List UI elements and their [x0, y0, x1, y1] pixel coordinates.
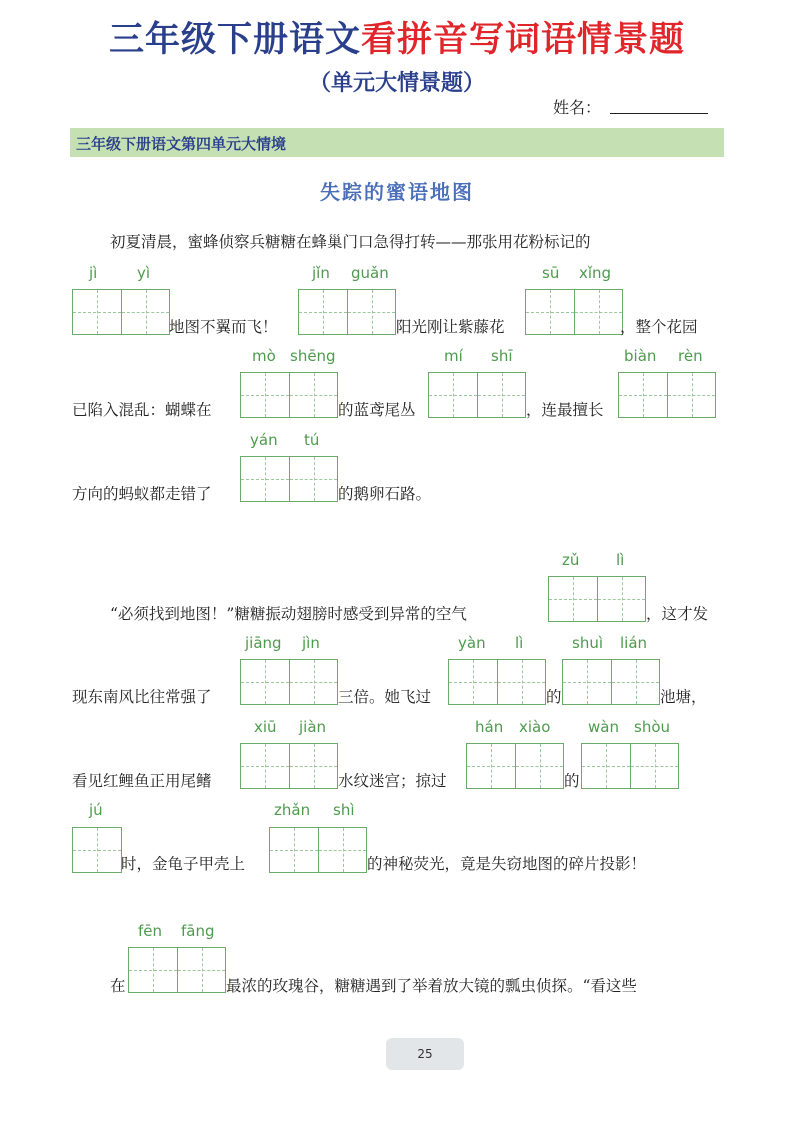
paragraph-text: 已陷入混乱：蝴蝶在	[72, 401, 212, 419]
paragraph-text: ，这才发	[646, 605, 709, 623]
answer-grid[interactable]	[128, 947, 226, 993]
pinyin-label: hán	[475, 718, 504, 736]
answer-grid[interactable]	[618, 372, 716, 418]
pinyin-label: xiū	[254, 718, 277, 736]
page-number: 25	[386, 1038, 464, 1070]
pinyin-label: rèn	[678, 347, 703, 365]
paragraph-text: 的神秘荧光，竟是失窃地图的碎片投影！	[367, 855, 647, 873]
paragraph-text: 的鹅卵石路。	[338, 485, 432, 503]
story-title: 失踪的蜜语地图	[320, 180, 474, 204]
pinyin-label: sū	[542, 264, 560, 282]
paragraph-text: ，整个花园	[620, 318, 698, 336]
answer-grid[interactable]	[562, 659, 660, 705]
paragraph-text: 看见红鲤鱼正用尾鳍	[72, 772, 212, 790]
pinyin-label: shī	[491, 347, 513, 365]
pinyin-label: fāng	[181, 922, 215, 940]
paragraph-text: ，连最擅长	[526, 401, 604, 419]
paragraph-text: 方向的蚂蚁都走错了	[72, 485, 212, 503]
section-banner	[70, 128, 724, 157]
answer-grid[interactable]	[548, 576, 646, 622]
answer-grid[interactable]	[525, 289, 623, 335]
answer-grid[interactable]	[428, 372, 526, 418]
paragraph-text: 初夏清晨，蜜蜂侦察兵糖糖在蜂巢门口急得打转——那张用花粉标记的	[110, 233, 591, 251]
paragraph-text: 的	[564, 772, 580, 790]
title-part-red: 看拼音写词语情景题	[361, 20, 686, 60]
pinyin-label: yàn	[458, 634, 486, 652]
pinyin-label: lián	[620, 634, 648, 652]
paragraph-text: 三倍。她飞过	[338, 688, 432, 706]
answer-grid[interactable]	[466, 743, 564, 789]
answer-grid[interactable]	[72, 289, 170, 335]
pinyin-label: yì	[137, 264, 151, 282]
pinyin-label: xiào	[519, 718, 551, 736]
answer-grid[interactable]	[269, 827, 367, 873]
paragraph-text: 最浓的玫瑰谷，糖糖遇到了举着放大镜的瓢虫侦探。“看这些	[226, 977, 637, 995]
pinyin-label: jiàn	[299, 718, 327, 736]
worksheet-title	[0, 12, 794, 62]
pinyin-label: shòu	[634, 718, 671, 736]
paragraph-text: 阳光刚让紫藤花	[396, 318, 505, 336]
answer-grid[interactable]	[240, 659, 338, 705]
answer-grid[interactable]	[448, 659, 546, 705]
pinyin-label: wàn	[588, 718, 619, 736]
pinyin-label: yán	[250, 431, 278, 449]
pinyin-label: jì	[89, 264, 98, 282]
section-label: 三年级下册语文第四单元大情境	[76, 135, 287, 153]
pinyin-label: fēn	[138, 922, 163, 940]
answer-grid[interactable]	[581, 743, 679, 789]
pinyin-label: lì	[616, 551, 625, 569]
pinyin-label: guǎn	[351, 264, 389, 282]
pinyin-label: xǐng	[579, 264, 612, 282]
paragraph-text: 在	[110, 977, 126, 995]
pinyin-label: shì	[333, 801, 355, 819]
pinyin-label: mí	[444, 347, 463, 365]
answer-grid[interactable]	[72, 827, 122, 873]
title-part-blue: 三年级下册语文	[108, 20, 361, 60]
answer-grid[interactable]	[240, 743, 338, 789]
paragraph-text: “必须找到地图！”糖糖振动翅膀时感受到异常的空气	[110, 605, 467, 623]
answer-grid[interactable]	[240, 456, 338, 502]
pinyin-label: mò	[252, 347, 276, 365]
pinyin-label: biàn	[624, 347, 657, 365]
paragraph-text: 时，金龟子甲壳上	[121, 855, 246, 873]
paragraph-text: 池塘，	[660, 688, 707, 706]
paragraph-text: 水纹迷宫；掠过	[338, 772, 447, 790]
pinyin-label: jǐn	[312, 264, 330, 282]
paragraph-text: 现东南风比往常强了	[72, 688, 212, 706]
worksheet-subtitle: （单元大情景题）	[308, 71, 485, 96]
paragraph-text: 的蓝鸢尾丛	[338, 401, 416, 419]
paragraph-text: 的	[546, 688, 562, 706]
answer-grid[interactable]	[298, 289, 396, 335]
pinyin-label: jú	[89, 801, 103, 819]
pinyin-label: jiāng	[245, 634, 282, 652]
pinyin-label: tú	[304, 431, 320, 449]
name-label: 姓名：	[553, 98, 602, 117]
pinyin-label: lì	[515, 634, 524, 652]
pinyin-label: zǔ	[562, 551, 580, 569]
answer-grid[interactable]	[240, 372, 338, 418]
pinyin-label: zhǎn	[274, 801, 311, 819]
pinyin-label: shēng	[290, 347, 336, 365]
pinyin-label: jìn	[302, 634, 320, 652]
name-input-line[interactable]	[610, 113, 708, 114]
paragraph-text: 地图不翼而飞！	[169, 318, 278, 336]
pinyin-label: shuì	[572, 634, 603, 652]
